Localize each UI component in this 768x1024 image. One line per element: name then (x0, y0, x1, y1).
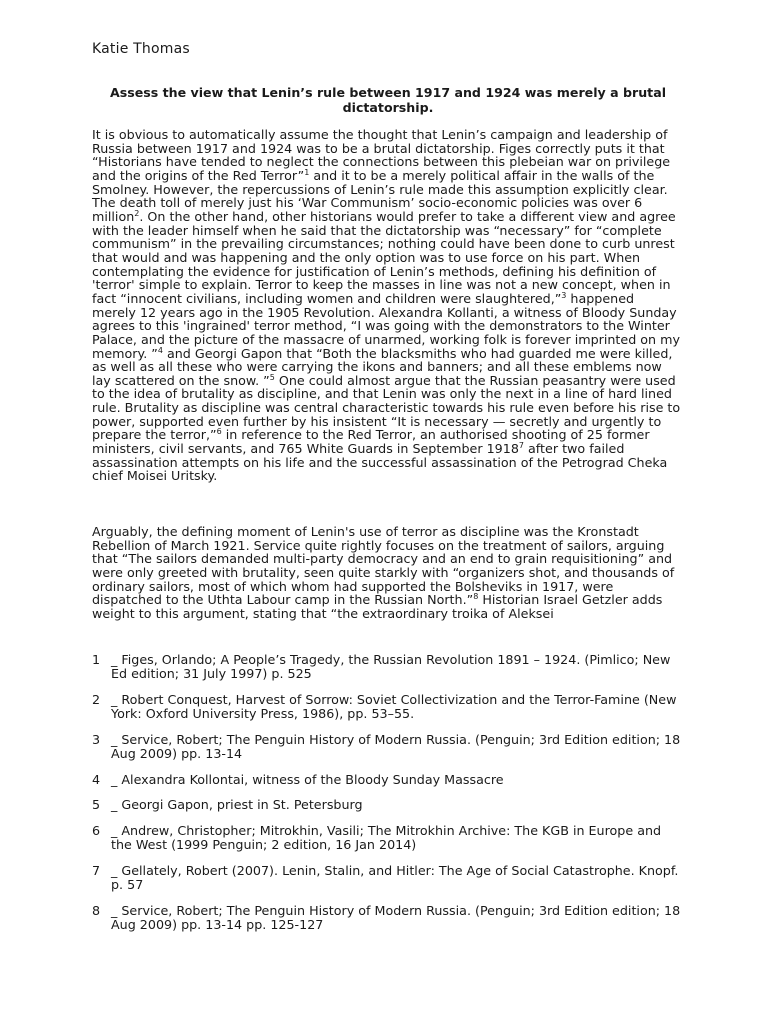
footnote-ref[interactable]: 6 (216, 427, 222, 437)
paragraph-text: One could almost argue that the Russian peasantry were used to the idea of brutality as discipline, and that Lenin was only the next in a line of hard lined rule. Brutality as discipline was central characteristic towards his rule even before his rise to power, supported even further by his insistent “It is necessary — secretly and urgently to prepare the terror,” (92, 372, 681, 443)
footnote-number: 6 (92, 823, 101, 839)
paragraph-text: Arguably, the defining moment of Lenin's use of terror as discipline was the Kronstadt Rebellion of March 1921. Service quite rightly focuses on the treatment of sailors, arguing that “The sailors demanded multi-party democracy and an end to grain requisitioning” and were only greeted with brutality, seen quite starkly with “organizers shot, and thousands of ordinary sailors, most of which whom had supported the Bolsheviks in 1917, were dispatched to the Uthta Labour camp in the Russian North.” (92, 524, 675, 608)
footnote-item (92, 733, 682, 761)
footnote-number: 5 (92, 797, 101, 813)
footnote-number: 7 (92, 863, 101, 879)
footnote-item (92, 864, 682, 892)
author-name: Katie Thomas (92, 41, 190, 57)
body-paragraph-1 (92, 128, 682, 483)
footnote-text: _ Gellately, Robert (2007). Lenin, Stalin, and Hitler: The Age of Social Catastrophe. Knopf. p. 57 (111, 863, 679, 893)
footnote-number: 4 (92, 771, 101, 787)
footnote-text: _ Service, Robert; The Penguin History of Modern Russia. (Penguin; 3rd Edition edition; 18 Aug 2009) pp. 13-14 (111, 731, 681, 762)
footnote-text: _ Robert Conquest, Harvest of Sorrow: Soviet Collectivization and the Terror-Famine (New York: Oxford University Press, 1986), pp. 53–55. (111, 691, 677, 722)
footnote-number: 3 (92, 731, 101, 747)
footnote-item (92, 773, 682, 787)
footnote-item (92, 824, 682, 852)
paragraph-text: happened merely 12 years ago in the 1905 Revolution. Alexandra Kollanti, a witness of Bloody Sunday agrees to this 'ingrained' terror method, “I was going with the demonstrators to the Winter Palace, and the picture of the massacre of unarmed, working folk is forever imprinted on my memory. ” (92, 290, 680, 361)
footnote-ref[interactable]: 4 (157, 345, 163, 355)
footnote-text: _ Service, Robert; The Penguin History of Modern Russia. (Penguin; 3rd Edition edition; 18 Aug 2009) pp. 13-14 pp. 125-127 (111, 902, 681, 933)
footnote-text: _ Figes, Orlando; A People’s Tragedy, the Russian Revolution 1891 – 1924. (Pimlico; New Ed edition; 31 July 1997) p. 525 (111, 652, 671, 682)
footnote-ref[interactable]: 8 (473, 592, 479, 602)
paragraph-text: and Georgi Gapon that “Both the blacksmiths who had guarded me were killed, as well as all these who were carrying the ikons and banners; and all these emblems now lay scattered on the snow. ” (92, 345, 673, 388)
body-paragraph-2 (92, 525, 682, 621)
footnote-item (92, 798, 682, 812)
footnote-item (92, 693, 682, 721)
footnote-ref[interactable]: 5 (269, 372, 275, 382)
footnote-ref[interactable]: 2 (134, 208, 140, 218)
footnote-text: _ Alexandra Kollontai, witness of the Bloody Sunday Massacre (111, 771, 504, 787)
paragraph-text: after two failed assassination attempts on his life and the successful assassination of the Petrograd Cheka chief Moisei Uritsky. (92, 441, 668, 484)
footnote-item (92, 904, 682, 932)
footnotes-list (92, 653, 682, 944)
footnote-number: 1 (92, 652, 101, 667)
footnote-text: _ Georgi Gapon, priest in St. Petersburg (111, 797, 363, 813)
footnote-number: 2 (92, 691, 101, 707)
footnote-number: 8 (92, 902, 101, 918)
footnote-ref[interactable]: 7 (518, 440, 524, 450)
essay-title: Assess the view that Lenin’s rule between 1917 and 1924 was merely a brutal dictatorship. (109, 85, 667, 115)
footnote-ref[interactable]: 1 (304, 167, 310, 177)
paragraph-text: and it to be a merely political affair in the walls of the Smolney. However, the repercussions of Lenin’s rule made this assumption explicitly clear. The death toll of merely just his ‘War Communism’ socio-economic policies was over 6 million (92, 167, 668, 224)
footnote-item (92, 653, 682, 681)
paragraph-text: . On the other hand, other historians would prefer to take a different view and agree with the leader himself when he said that the dictatorship was “necessary” for “complete communism” in the prevailing circumstances; nothing could have been done to curb unrest that would and was happening and the only option was to use force on his part. When contemplating the evidence for justification of Lenin’s methods, defining his definition of 'terror' simple to explain. Terror to keep the masses in line was not a new concept, when in fact “innocent civilians, including women and children were slaughtered,” (92, 208, 676, 306)
footnote-text: _ Andrew, Christopher; Mitrokhin, Vasili; The Mitrokhin Archive: The KGB in Europe and the West (1999 Penguin; 2 edition, 16 Jan 2014) (111, 823, 662, 853)
footnote-ref[interactable]: 3 (561, 290, 567, 300)
paragraph-text: Historian Israel Getzler adds weight to this argument, stating that “the extraordinary troika of Aleksei (92, 592, 663, 621)
paragraph-text: It is obvious to automatically assume the thought that Lenin’s campaign and leadership of Russia between 1917 and 1924 was to be a brutal dictatorship. Figes correctly puts it that “Historians have tended to neglect the connections between this plebeian war on privilege and the origins of the Red Terror” (92, 127, 671, 183)
paragraph-text: in reference to the Red Terror, an authorised shooting of 25 former ministers, civil servants, and 765 White Guards in September 1918 (92, 427, 650, 457)
